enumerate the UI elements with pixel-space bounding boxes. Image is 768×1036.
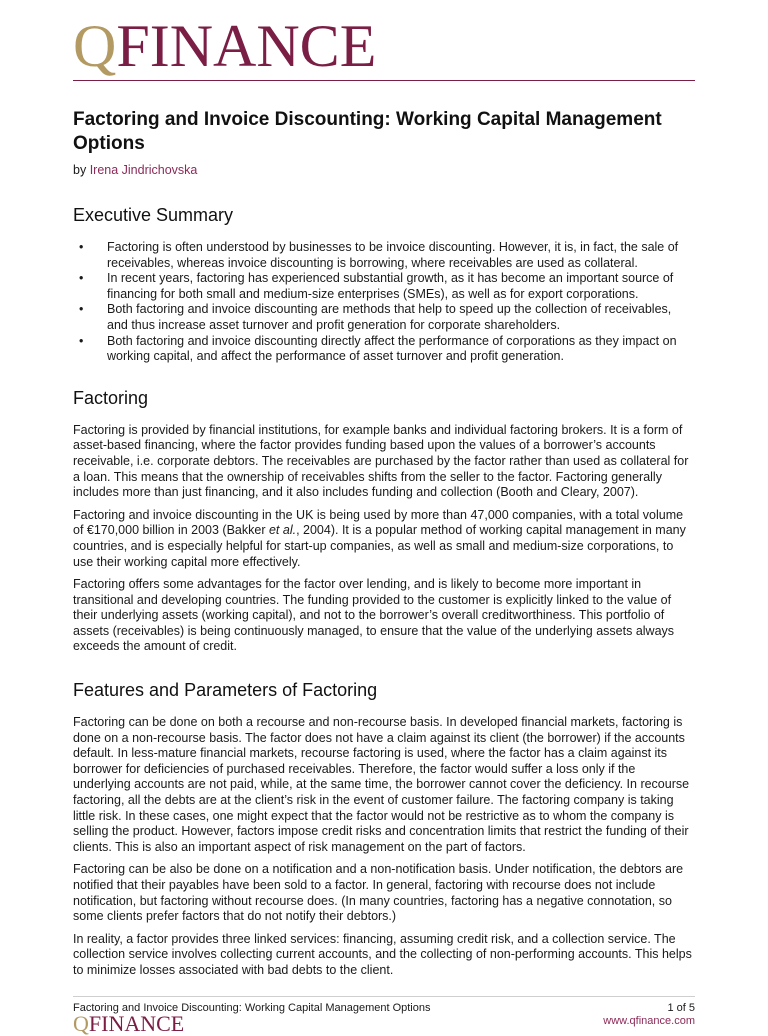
heading-executive-summary: Executive Summary bbox=[73, 205, 234, 225]
summary-item bbox=[73, 334, 695, 365]
heading-factoring: Factoring bbox=[73, 387, 149, 408]
paragraph: Factoring can be also be done on a notification and a non-notification basis. Under notification, the debtors are notified that their payables have been sold to a factor. In general, factoring with recourse does not include notification, but factoring without recourse does. (In many countries, factoring has a negative connotation, so some clients prefer factors that do not notify their debtors.) bbox=[73, 862, 684, 924]
summary-item bbox=[73, 302, 695, 333]
paragraph bbox=[73, 508, 695, 570]
bullet-icon: • bbox=[79, 333, 84, 348]
footer-page-number: 1 of 5 bbox=[667, 1002, 695, 1014]
paragraph-text: Factoring and invoice discounting in the UK is being used by more than 47,000 companies, with a total volume of €170,000 billion in 2003 (Bakker bbox=[73, 507, 684, 538]
summary-item-text: Factoring is often understood by businesses to be invoice discounting. However, it is, in fact, the sale of receivables, whereas invoice discounting is borrowing, where receivables are used as collateral. bbox=[107, 240, 679, 270]
paragraph: Factoring offers some advantages for the factor over lending, and is likely to become more important in transitional and developing countries. The funding provided to the customer is explicitly linked to the value of their underlying assets (working capital), and not to the borrower’s overall creditworthiness. This portfolio of assets (receivables) is being continuously managed, to ensure that the value of the underlying assets always exceeds the amount of credit. bbox=[73, 577, 675, 654]
summary-item bbox=[73, 240, 695, 271]
summary-item-text: Both factoring and invoice discounting directly affect the performance of corporations as they impact on working capital, and affect the performance of asset turnover and profit generation. bbox=[107, 333, 677, 364]
paragraph: In reality, a factor provides three linked services: financing, assuming credit risk, and a collection service. The collection service involves collecting current accounts, and the collecting of non-performing accounts. This helps to minimize losses associated with bad debts to the client. bbox=[73, 931, 692, 977]
qfinance-logo bbox=[73, 14, 376, 78]
summary-item-text: Both factoring and invoice discounting are methods that help to speed up the collection of receivables, and thus increase asset turnover and profit generation for corporate shareholders. bbox=[107, 302, 672, 332]
paragraph: Factoring can be done on both a recourse and non-recourse basis. In developed financial markets, factoring is done on a non-recourse basis. The factor does not have a claim against its client (the borrower) if the accounts default. In less-mature financial markets, recourse factoring is used, where the factor has a claim against its borrower for deficiencies of purchased receivables. Therefore, the factor would suffer a loss only if the underlying accounts are not paid, while, at the same time, the borrower cannot cover the deficiency. In recourse factoring, all the debts are at the client’s risk in the event of customer failure. The factoring company is taking little risk. In these cases, one might expect that the factor would not be restrictive as to whom the company is selling the product. However, factors impose credit risks and concentration limits that restrict the funding of their clients. This is also an important aspect of risk management on the part of factors. bbox=[73, 715, 690, 854]
summary-list bbox=[73, 240, 695, 365]
article-title: Factoring and Invoice Discounting: Working Capital Management Options bbox=[73, 109, 662, 154]
logo-q: Q bbox=[73, 13, 117, 79]
footer-running-title: Factoring and Invoice Discounting: Working Capital Management Options bbox=[73, 1002, 431, 1014]
summary-item bbox=[73, 271, 695, 302]
masthead-divider bbox=[73, 80, 695, 81]
masthead-logo bbox=[73, 14, 376, 78]
bullet-icon: • bbox=[79, 240, 84, 254]
bullet-icon: • bbox=[79, 302, 84, 317]
summary-item-text: In recent years, factoring has experienced substantial growth, as it has become an important source of financing for both small and medium-size enterprises (SMEs), as well as for export corporations. bbox=[107, 271, 674, 301]
bullet-icon: • bbox=[79, 271, 84, 286]
paragraph: Factoring is provided by financial institutions, for example banks and individual factoring brokers. It is a form of asset-based financing, where the factor provides funding based upon the values of a borrower’s accounts receivable, i.e. corporate debtors. The receivables are purchased by the factor rather than used as collateral for a loan. This means that the ownership of receivables shifts from the seller to the factor. Factoring generally includes more than just financing, and it also includes funding and collection (Booth and Cleary, 2007). bbox=[73, 422, 689, 500]
footer-logo-q: Q bbox=[73, 1011, 89, 1036]
footer-url-link[interactable]: www.qfinance.com bbox=[603, 1015, 695, 1027]
logo-finance: FINANCE bbox=[116, 13, 377, 79]
footer-logo-finance: FINANCE bbox=[88, 1011, 185, 1036]
byline bbox=[73, 162, 197, 178]
article-body bbox=[73, 204, 695, 1003]
paragraph-text: , 2004). It is a popular method of working capital management in many countries, and is especially helpful for start-up companies, as well as small and medium-size corporations, to use their working capital more effectively. bbox=[73, 523, 686, 569]
section-features bbox=[73, 679, 695, 979]
author-link[interactable]: Irena Jindrichovska bbox=[89, 163, 198, 177]
footer-logo bbox=[73, 1012, 184, 1036]
byline-prefix: by bbox=[73, 163, 87, 177]
footer-divider bbox=[73, 996, 695, 997]
section-factoring bbox=[73, 387, 695, 655]
citation-et-al: et al. bbox=[268, 523, 297, 538]
heading-features: Features and Parameters of Factoring bbox=[73, 680, 378, 701]
